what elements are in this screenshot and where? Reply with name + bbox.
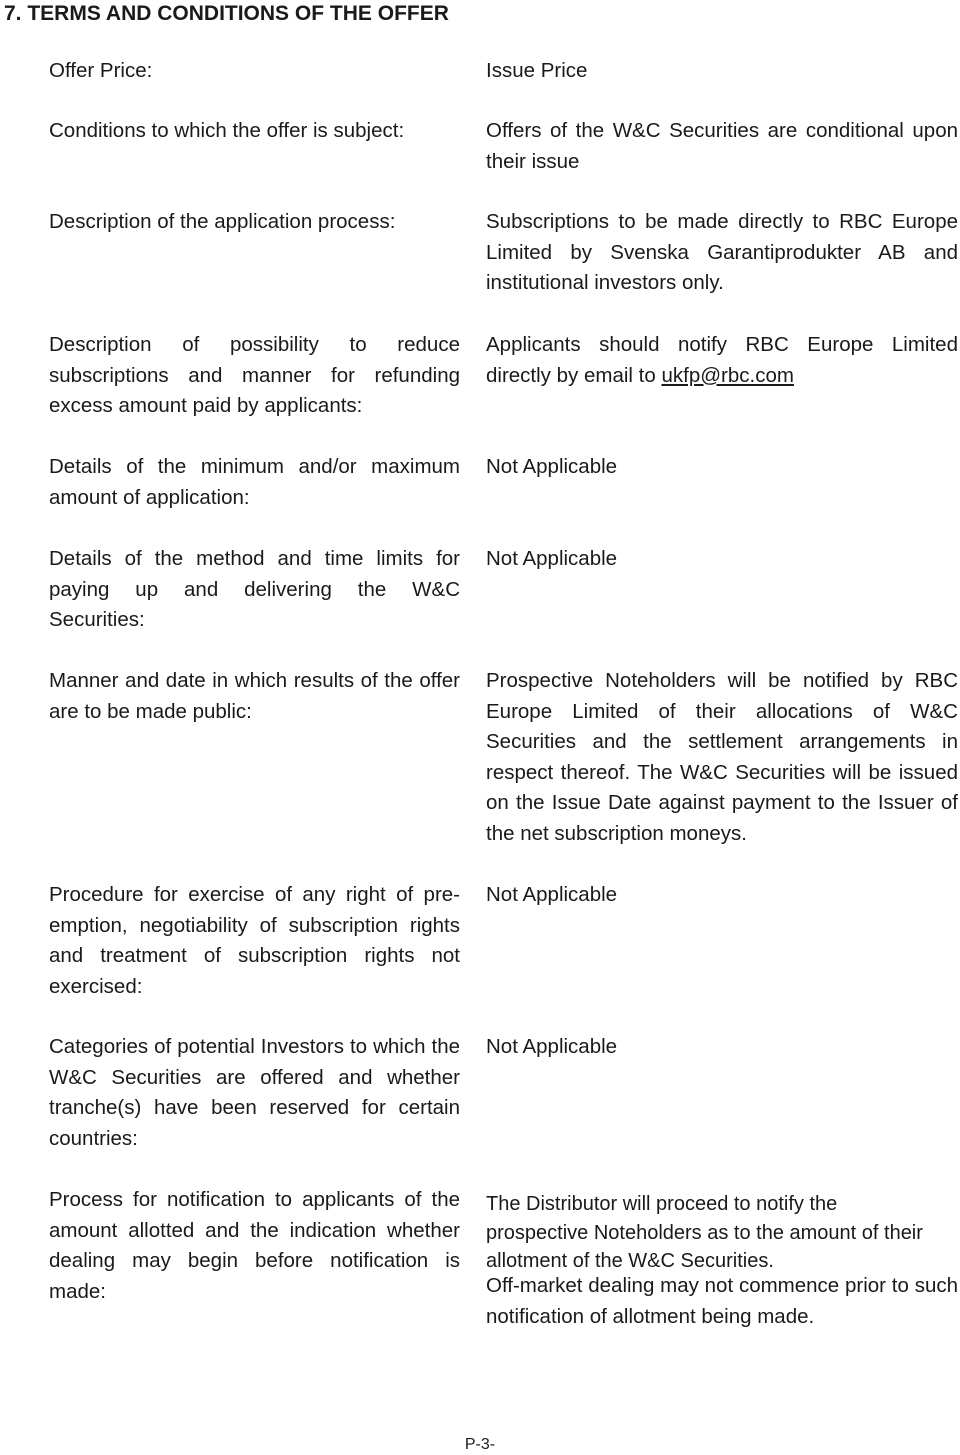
reduce-subscriptions-label: Description of possibility to reduce subscriptions and manner for refunding excess amount paid by applicants: (49, 333, 460, 417)
page-number: P-3- (464, 1436, 496, 1453)
results-public-label: Manner and date in which results of the offer are to be made public: (49, 669, 460, 723)
pre-emption-value: Not Applicable (486, 883, 618, 906)
investor-categories-value: Not Applicable (486, 1035, 618, 1058)
conditions-value: Offers of the W&C Securities are conditional upon their issue (486, 119, 958, 173)
notification-process-label: Process for notification to applicants of the amount allotted and the indication whether dealing may begin before notification is made: (49, 1188, 460, 1303)
notification-process-value: The Distributor will proceed to notify the prospective Noteholders as to the amount of their allotment of the W&C Securities. (486, 1193, 923, 1273)
pre-emption-label: Procedure for exercise of any right of pre-emption, negotiability of subscription rights and treatment of subscription rights not exercised: (49, 883, 460, 998)
reduce-subscriptions-text: Applicants should notify RBC Europe Limited directly by email to (486, 333, 958, 387)
application-process-value: Subscriptions to be made directly to RBC Europe Limited by Svenska Garantiprodukter AB and institutional investors only. (486, 210, 958, 294)
application-process-label: Description of the application process: (49, 210, 396, 233)
min-max-amount-label: Details of the minimum and/or maximum amount of application: (49, 455, 460, 509)
investor-categories-label: Categories of potential Investors to which the W&C Securities are offered and whether tranche(s) have been reserved for certain countries: (49, 1035, 460, 1150)
min-max-amount-value: Not Applicable (486, 455, 618, 478)
email-link[interactable]: ukfp@rbc.com (661, 363, 794, 387)
results-public-value: Prospective Noteholders will be notified by RBC Europe Limited of their allocations of W&C Securities and the settlement arrangements in respect thereof. The W&C Securities will be issued on the Issue Date against payment to the Issuer of the net subscription moneys. (486, 669, 958, 845)
reduce-subscriptions-value (486, 330, 958, 391)
conditions-label: Conditions to which the offer is subject: (49, 119, 405, 142)
off-market-dealing-value: Off-market dealing may not commence prior to such notification of allotment being made. (486, 1274, 958, 1328)
offer-price-value: Issue Price (486, 59, 588, 82)
section-title: 7. TERMS AND CONDITIONS OF THE OFFER (4, 2, 449, 25)
offer-price-label: Offer Price: (49, 59, 153, 82)
payment-delivery-label: Details of the method and time limits for paying up and delivering the W&C Securities: (49, 547, 460, 631)
payment-delivery-value: Not Applicable (486, 547, 618, 570)
